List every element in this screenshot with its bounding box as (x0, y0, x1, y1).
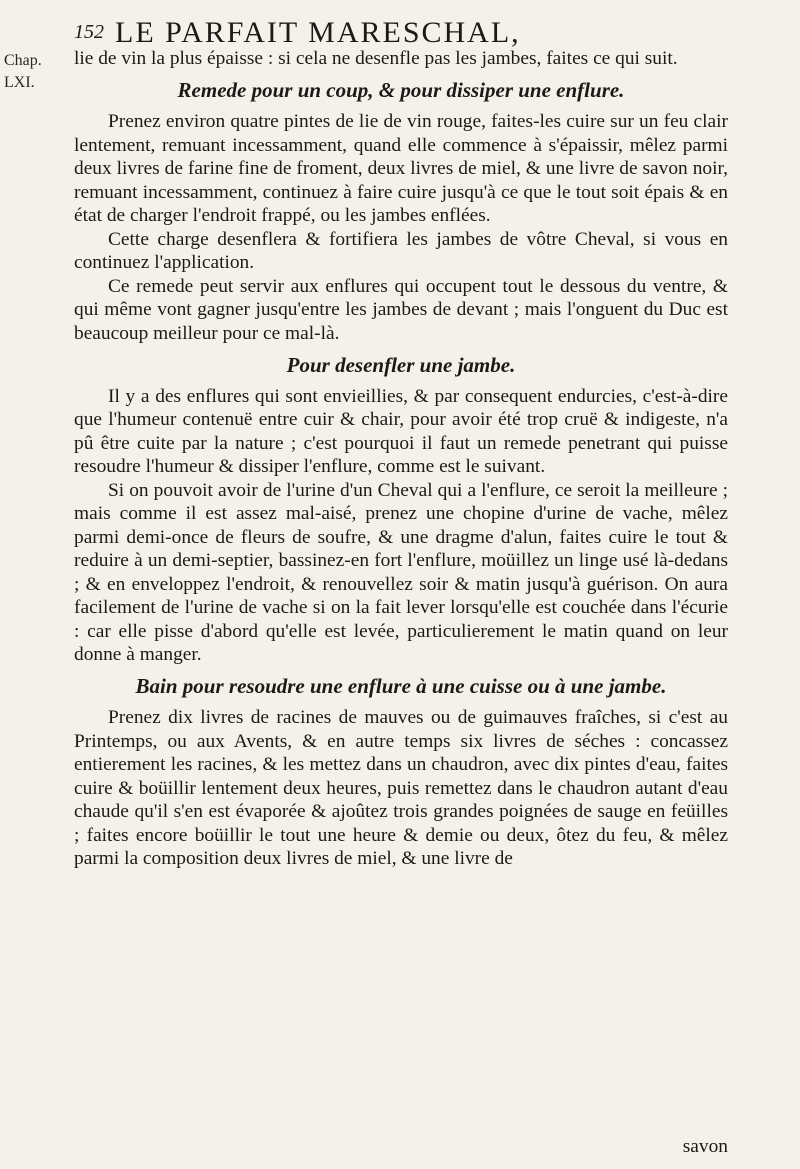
paragraph: Prenez dix livres de racines de mauves ou de guimauves fraîches, si c'est au Printemps, ou aux Avents, & en autre temps six livres de séches : concassez entierement les racines, & les mettez dans un chaudron, avec dix pintes d'eau, faites cuire & boüillir lentement deux heures, puis remettez dans le chaudron autant d'eau chaude qu'il s'en est évaporée & ajoûtez trois grandes poignées de sauge en feüilles ; faites encore boüillir le tout une heure & demie ou deux, ôtez du feu, & mêlez parmi la composition deux livres de miel, & une livre de (74, 707, 728, 870)
chapter-margin-note (4, 50, 62, 94)
catchword: savon (682, 1136, 728, 1157)
paragraph: Si on pouvoit avoir de l'urine d'un Cheval qui a l'enflure, ce seroit la meilleure ; mais comme il est assez mal-aisé, prenez une chopine d'urine de vache, mêlez parmi demi-once de fleurs de soufre, & une dragme d'alun, faites cuire le tout & reduire à un demi-septier, bassinez-en fort l'enflure, moüillez un linge usé là-dedans ; & en enveloppez l'endroit, & renouvellez soir & matin jusqu'à guérison. On aura facilement de l'urine de vache si on la fait lever lorsqu'elle est couchée dans l'écurie : car elle pisse d'abord qu'elle est levée, particulierement le matin quand on leur donne à manger. (74, 479, 728, 665)
paragraph: Ce remede peut servir aux enflures qui occupent tout le dessous du ventre, & qui même vont gagner jusqu'entre les jambes de devant ; mais l'onguent du Duc est beaucoup meilleur pour ce mal-là. (74, 275, 728, 344)
section-heading: Pour desenfler une jambe. (286, 352, 516, 377)
running-title: LE PARFAIT MARESCHAL, (115, 16, 521, 49)
paragraph: Prenez environ quatre pintes de lie de vin rouge, faites-les cuire sur un feu clair lentement, remuant incessamment, quand elle commence à s'épaissir, mêlez parmi deux livres de farine fine de froment, deux livres de miel, & une livre de savon noir, remuant incessamment, continuez à faire cuire jusqu'à ce que le tout soit épais & en état de charger l'endroit frappé, ou les jambes enflées. (74, 111, 728, 227)
chapter-number: LXI. (4, 74, 35, 91)
page-number: 152 (74, 21, 104, 43)
page-header (74, 16, 714, 50)
paragraph: Cette charge desenflera & fortifiera les jambes de vôtre Cheval, si vous en continuez l'application. (74, 228, 728, 274)
paragraph: Il y a des enflures qui sont envieillies, & par consequent endurcies, c'est-à-dire que l'humeur contenuë entre cuir & chair, pour avoir été trop cruë & indigeste, n'a pû être cuite par la nature ; c'est pourquoi il faut un remede penetrant qui puisse resoudre l'humeur & dissiper l'enflure, comme est le suivant. (74, 385, 728, 478)
section-heading: Bain pour resoudre une enflure à une cuisse ou à une jambe. (135, 674, 667, 699)
chapter-label: Chap. (4, 52, 42, 69)
section-heading: Remede pour un coup, & pour dissiper une enflure. (177, 78, 625, 103)
opening-paragraph: lie de vin la plus épaisse : si cela ne desenfle pas les jambes, faites ce qui suit. (74, 48, 678, 69)
page-body (74, 47, 728, 871)
